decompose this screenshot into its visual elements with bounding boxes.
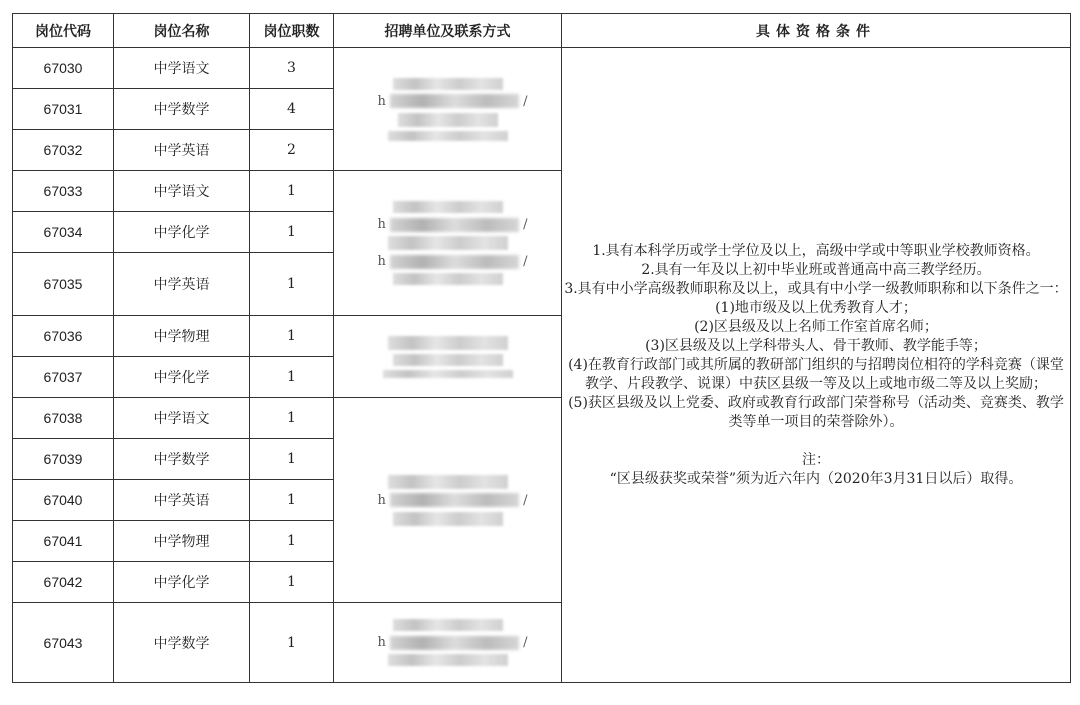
position-name: 中学语文: [114, 398, 250, 439]
contact-url: h /: [377, 93, 528, 109]
position-count: 1: [250, 562, 334, 603]
position-code: 67032: [13, 130, 114, 171]
position-name: 中学数学: [114, 439, 250, 480]
position-name: 中学数学: [114, 603, 250, 683]
blurred-contact: [377, 78, 528, 141]
position-count: 3: [250, 48, 334, 89]
blurred-contact: [377, 201, 528, 285]
position-count: 1: [250, 316, 334, 357]
position-code: 67043: [13, 603, 114, 683]
position-count: 1: [250, 603, 334, 683]
contact-url: h /: [377, 254, 528, 269]
requirements-cell: [562, 48, 1071, 683]
header-name: 岗位名称: [114, 14, 250, 48]
position-code: 67038: [13, 398, 114, 439]
position-count: 1: [250, 398, 334, 439]
position-name: 中学物理: [114, 521, 250, 562]
requirement-item: (2)区县级及以上名师工作室首席名师；: [694, 318, 938, 335]
position-name: 中学化学: [114, 562, 250, 603]
position-count: 4: [250, 89, 334, 130]
position-count: 2: [250, 130, 334, 171]
position-count: 1: [250, 521, 334, 562]
position-code: 67035: [13, 253, 114, 316]
contact-cell: [334, 603, 562, 683]
requirement-item: (1)地市级及以上优秀教育人才；: [715, 299, 917, 316]
position-count: 1: [250, 253, 334, 316]
position-name: 中学物理: [114, 316, 250, 357]
requirement-item: 1.具有本科学历或学士学位及以上，高级中学或中等职业学校教师资格。: [592, 242, 1040, 259]
position-count: 1: [250, 171, 334, 212]
position-code: 67041: [13, 521, 114, 562]
position-name: 中学英语: [114, 130, 250, 171]
position-name: 中学语文: [114, 48, 250, 89]
requirement-item: (4)在教育行政部门或其所属的教研部门组织的与招聘岗位相符的学科竞赛（课堂教学、片段教学、说课）中获区县级一等及以上或地市级二等及以上奖励；: [568, 356, 1064, 392]
contact-cell: [334, 48, 562, 171]
position-code: 67031: [13, 89, 114, 130]
position-name: 中学化学: [114, 212, 250, 253]
position-count: 1: [250, 212, 334, 253]
position-name: 中学语文: [114, 171, 250, 212]
position-code: 67039: [13, 439, 114, 480]
header-requirements: 具体资格条件: [562, 14, 1071, 48]
recruitment-table: [12, 13, 1071, 683]
position-name: 中学化学: [114, 357, 250, 398]
header-row: [13, 14, 1071, 48]
contact-cell: [334, 398, 562, 603]
header-count: 岗位职数: [250, 14, 334, 48]
contact-url: h /: [377, 217, 528, 232]
position-code: 67042: [13, 562, 114, 603]
position-name: 中学英语: [114, 480, 250, 521]
blurred-contact: [378, 336, 518, 378]
blurred-contact: [377, 619, 528, 666]
requirement-item: (5)获区县级及以上党委、政府或教育行政部门荣誉称号（活动类、竞赛类、教学类等单一项目的荣誉除外）。: [568, 394, 1064, 430]
position-code: 67033: [13, 171, 114, 212]
requirement-item: 3.具有中小学高级教师职称及以上，或具有中小学一级教师职称和以下条件之一：: [564, 280, 1068, 297]
position-name: 中学英语: [114, 253, 250, 316]
contact-url: h /: [377, 635, 528, 650]
header-contact: 招聘单位及联系方式: [334, 14, 562, 48]
table-row: [13, 48, 1071, 89]
position-count: 1: [250, 357, 334, 398]
position-name: 中学数学: [114, 89, 250, 130]
blurred-contact: [377, 475, 528, 526]
position-count: 1: [250, 439, 334, 480]
position-count: 1: [250, 480, 334, 521]
position-code: 67037: [13, 357, 114, 398]
note-text: “区县级获奖或荣誉”须为近六年内（2020年3月31日以后）取得。: [609, 470, 1023, 487]
position-code: 67034: [13, 212, 114, 253]
header-code: 岗位代码: [13, 14, 114, 48]
position-code: 67040: [13, 480, 114, 521]
contact-url: h /: [377, 492, 528, 508]
position-code: 67030: [13, 48, 114, 89]
requirement-item: (3)区县级及以上学科带头人、骨干教师、教学能手等；: [645, 337, 987, 354]
requirement-item: 2.具有一年及以上初中毕业班或普通高中高三教学经历。: [641, 261, 991, 278]
contact-cell: [334, 171, 562, 316]
contact-cell: [334, 316, 562, 398]
note-title: 注：: [802, 451, 830, 468]
position-code: 67036: [13, 316, 114, 357]
